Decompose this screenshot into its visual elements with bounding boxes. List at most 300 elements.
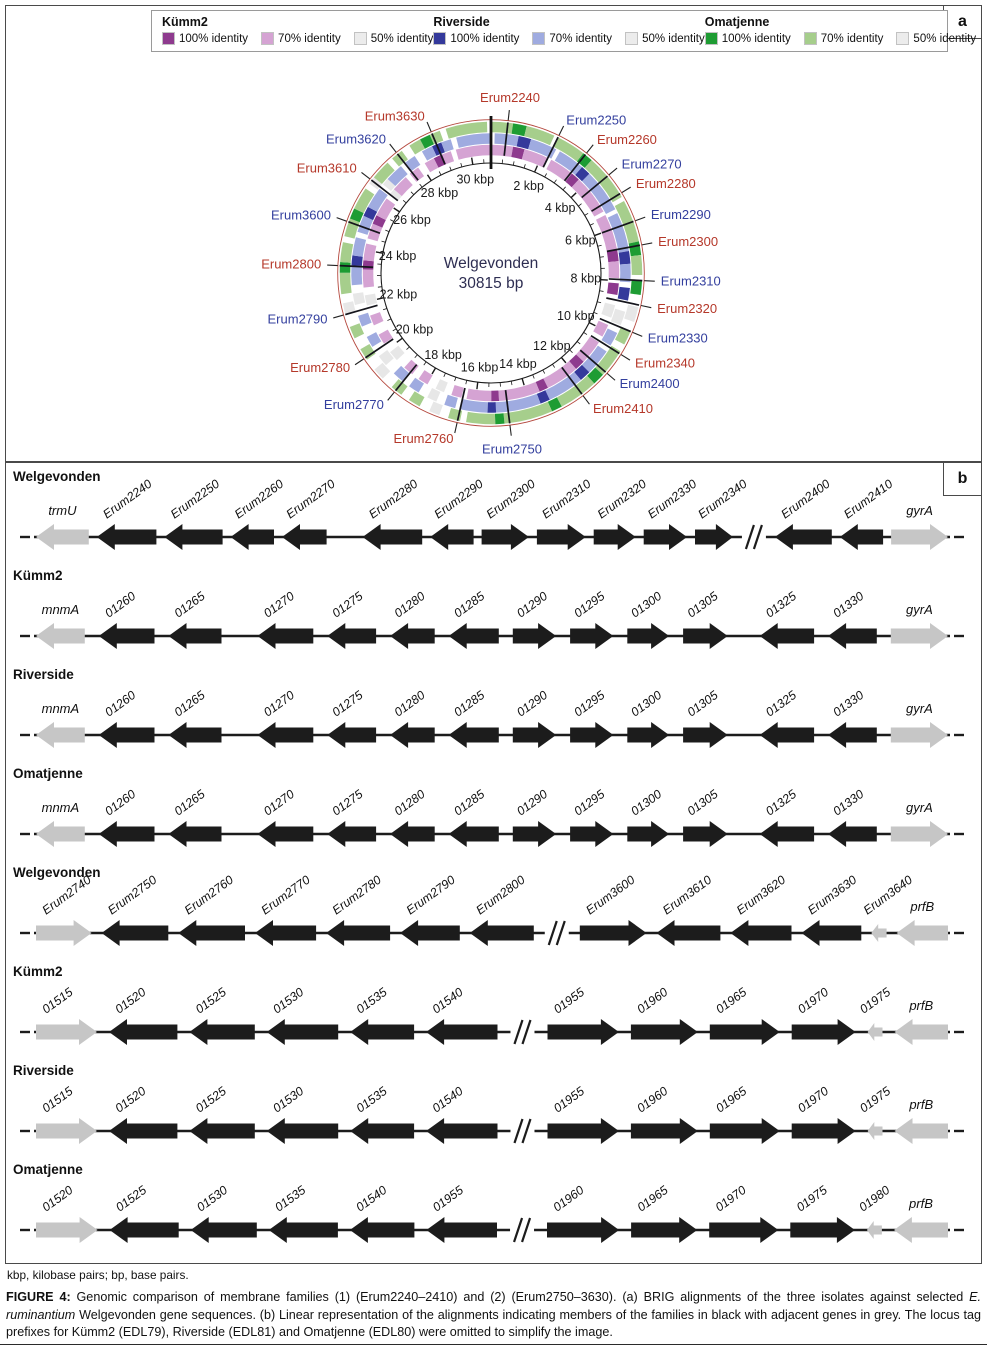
scale-minor-tick [585, 213, 588, 215]
gene-label: 01520 [39, 1182, 76, 1215]
ring-segment-Riverside [616, 310, 620, 323]
gene-track-Kümm2 [6, 960, 981, 1059]
gene-label: Erum2790 [267, 311, 328, 327]
ring-segment-Riverside [624, 252, 625, 264]
ring-segment-Riverside [397, 370, 405, 377]
identity-color-swatch [705, 32, 718, 45]
gene-arrow-family [449, 722, 499, 748]
gene-label: 01270 [261, 786, 297, 819]
gene-arrow-family [189, 1019, 254, 1045]
ring-segment-Riverside [387, 183, 391, 188]
gene-arrow-adjacent [897, 920, 948, 946]
legend-swatch-label: 50% identity [370, 32, 434, 45]
gene-label: gyrA [906, 800, 933, 815]
gene-arrow-family [390, 821, 435, 847]
gene-arrow-family [269, 1217, 338, 1243]
gene-label: Erum2410 [593, 400, 654, 416]
scale-label: 20 kbp [395, 322, 434, 337]
legend-swatch-label: 70% identity [549, 32, 613, 45]
gene-arrow-family [792, 1019, 856, 1045]
gene-arrow-family [363, 524, 423, 550]
gene-arrow-family [570, 821, 613, 847]
gene-label-leader [622, 187, 631, 192]
identity-color-swatch [896, 32, 909, 45]
ring-segment-Kümm2 [375, 314, 379, 323]
ring-segment-Riverside [539, 395, 548, 399]
legend-swatch [433, 32, 519, 45]
gene-label: Erum2240 [480, 90, 541, 106]
ring-segment-Kümm2 [368, 261, 369, 270]
gene-label: 01305 [684, 786, 721, 819]
gene-arrow-family [178, 920, 245, 946]
scale-label: 28 kbp [420, 186, 459, 201]
gene-label: 01535 [353, 984, 390, 1017]
gene-label: Erum2760 [181, 872, 236, 918]
ring-segment-Riverside [409, 160, 418, 166]
gene-label: 01330 [830, 786, 867, 819]
gene-arrow-family [109, 1118, 177, 1144]
gene-arrow-family [282, 524, 327, 550]
gene-label-leader [609, 168, 617, 175]
scale-minor-tick [513, 161, 514, 165]
gene-arrow-adjacent [36, 1019, 97, 1045]
legend-group-name: Riverside [433, 15, 490, 29]
ring-segment-Omatjenne [620, 329, 626, 342]
gene-arrow-family [169, 821, 222, 847]
gene-arrow-family [110, 1217, 179, 1243]
ring-segment-Omatjenne [512, 129, 525, 132]
gene-label: gyrA [906, 602, 933, 617]
ring-segment-Omatjenne [636, 256, 637, 275]
gene-label: 01290 [514, 687, 551, 720]
gene-label-leader [337, 218, 347, 222]
brig-circular-plot [6, 6, 981, 460]
gene-arrow-family [760, 722, 814, 748]
scale-major-tick [472, 158, 473, 165]
scale-label: 22 kbp [379, 287, 418, 302]
gene-track-Omatjenne [6, 762, 981, 861]
track-name: Omatjenne [13, 766, 83, 781]
scale-label: 12 kbp [533, 338, 571, 353]
panel-a-label: a [943, 6, 981, 39]
ring-segment-Riverside [425, 151, 435, 156]
gene-arrow-family [631, 1118, 698, 1144]
gene-label: Erum2260 [596, 132, 657, 148]
ring-segment-Omatjenne [550, 402, 559, 407]
gene-label: 01330 [830, 588, 867, 621]
ring-segment-Kümm2 [368, 270, 369, 288]
ring-segment-Riverside [430, 393, 439, 397]
ring-segment-Riverside [412, 382, 421, 388]
gene-label-leader [641, 305, 651, 307]
gene-label: Erum3630 [364, 108, 425, 124]
scale-minor-tick [403, 200, 406, 203]
gene-label: 01540 [429, 984, 466, 1017]
legend-group [162, 15, 433, 45]
gene-label: prfB [909, 998, 934, 1013]
scale-label: 30 kbp [456, 172, 495, 187]
gene-arrow-adjacent [867, 1221, 882, 1239]
legend-swatch-row [705, 32, 976, 45]
ring-segment-Riverside [358, 293, 360, 304]
gene-label-leader [607, 373, 615, 380]
scale-minor-tick [563, 187, 566, 190]
gene-arrow-family [710, 1118, 780, 1144]
gene-label: 01970 [795, 1083, 832, 1116]
ring-segment-Riverside [578, 369, 586, 376]
gene-label: Erum3610 [296, 160, 357, 176]
gene-label: 01960 [550, 1182, 587, 1215]
gene-label: gyrA [906, 701, 933, 716]
gene-label: 01525 [113, 1182, 150, 1215]
gene-label: mnmA [41, 602, 80, 617]
legend-swatch [261, 32, 341, 45]
gene-arrow-adjacent [891, 524, 948, 550]
ring-segment-Omatjenne [495, 418, 504, 419]
identity-color-swatch [804, 32, 817, 45]
legend-swatch [705, 32, 791, 45]
ring-segment-Omatjenne [355, 211, 359, 221]
gene-label: 01295 [571, 786, 608, 819]
gene-label: 01525 [192, 1083, 229, 1116]
scale-minor-tick [578, 204, 581, 206]
scale-major-tick [522, 379, 524, 386]
scale-minor-tick [407, 347, 410, 350]
gene-tracks [6, 465, 981, 1257]
gene-label: 01530 [194, 1182, 231, 1215]
gene-arrow-family [513, 623, 556, 649]
scale-major-tick [432, 368, 436, 374]
gene-label: mnmA [41, 800, 80, 815]
gene-arrow-family [482, 524, 529, 550]
gene-label: 01955 [551, 1083, 587, 1116]
gene-label: Erum2300 [658, 233, 719, 249]
legend-group-name: Kümm2 [162, 15, 208, 29]
gene-label: 01515 [39, 984, 76, 1017]
scale-minor-tick [584, 332, 587, 334]
track-name: Omatjenne [13, 1162, 83, 1177]
gene-arrow-family [327, 623, 376, 649]
gene-arrow-family [657, 920, 721, 946]
ring-segment-Riverside [383, 353, 390, 362]
gene-arrow-family [537, 524, 586, 550]
ring-segment-Kümm2 [453, 390, 463, 393]
identity-legend [151, 10, 977, 52]
gene-label: 01265 [171, 687, 208, 720]
ring-segment-Kümm2 [427, 163, 436, 168]
gene-label: 01975 [857, 984, 894, 1017]
gene-arrow-family [683, 821, 728, 847]
gene-label: 01305 [684, 588, 721, 621]
scale-minor-tick [598, 245, 602, 246]
legend-swatch [896, 32, 976, 45]
ring-segment-Kümm2 [523, 154, 545, 162]
caption-segment-2: Welgevonden gene sequences. (b) Linear representation of the alignments indicating members of the families in black with adjacent genes in grey. The locus tag prefixes for Kümm2 (EDL79), Riverside (EDL81) and Omatjenne (EDL80) were omitted to simplify the image. [6, 1307, 981, 1340]
ring-segment-Kümm2 [538, 383, 546, 387]
gene-label: 01295 [571, 687, 608, 720]
gene-arrow-family [627, 623, 669, 649]
ring-segment-Riverside [606, 331, 613, 343]
gene-label: 01265 [171, 786, 208, 819]
gene-label: 01325 [763, 588, 799, 621]
gene-label: mnmA [41, 701, 80, 716]
gene-label: Erum2760 [393, 430, 454, 446]
gene-arrow-family [683, 722, 728, 748]
gene-arrow-family [790, 1217, 855, 1243]
ring-segment-Kümm2 [457, 150, 491, 155]
identity-color-swatch [162, 32, 175, 45]
gene-arrow-family [513, 722, 556, 748]
gene-label-leader [390, 144, 396, 152]
gene-track-Welgevonden [6, 465, 981, 564]
gene-label: Erum2270 [283, 476, 338, 522]
gene-arrow-adjacent [36, 623, 85, 649]
gene-label: 01300 [628, 786, 665, 819]
track-name: Riverside [13, 667, 74, 682]
gene-label-leader [508, 110, 509, 120]
ring-segment-Omatjenne [447, 127, 487, 134]
ring-segment-Kümm2 [612, 250, 614, 261]
gene-arrow-family [426, 1118, 497, 1144]
gene-arrow-adjacent [891, 623, 948, 649]
gene-label: 01280 [391, 588, 428, 621]
gene-arrow-family [97, 524, 157, 550]
scale-label: 6 kbp [565, 233, 596, 248]
ring-segment-Omatjenne [591, 371, 599, 379]
gene-arrow-family [760, 821, 814, 847]
gene-arrow-family [449, 821, 499, 847]
gene-label: 01975 [793, 1182, 830, 1215]
gene-label: Erum3620 [733, 872, 789, 918]
gene-label: 01520 [112, 984, 149, 1017]
caption-segment-1: Genomic comparison of membrane families (1) (Erum2240–2410) and (2) (Erum2750–3630). (a) BRIG alignments of the three isolates against selected [76, 1290, 964, 1304]
gene-arrow-adjacent [895, 1118, 949, 1144]
gene-label: Erum2750 [105, 872, 160, 918]
ring-segment-Kümm2 [394, 193, 398, 198]
scale-major-tick [477, 382, 478, 389]
gene-arrow-family [792, 1118, 856, 1144]
gene-label: 01275 [329, 687, 366, 720]
ring-segment-Omatjenne [412, 396, 422, 402]
gene-label: 01540 [353, 1182, 390, 1215]
gene-arrow-family [710, 1019, 780, 1045]
gene-label: Erum2340 [695, 476, 750, 522]
gene-arrow-family [390, 623, 435, 649]
gene-track-Welgevonden [6, 861, 981, 960]
gene-label: Erum2280 [635, 175, 696, 191]
ring-segment-Kümm2 [613, 262, 614, 278]
gene-label: Erum2280 [366, 476, 421, 522]
scale-major-tick [571, 193, 576, 198]
ring-segment-Riverside [457, 139, 491, 143]
scale-minor-tick [545, 173, 547, 176]
gene-arrow-adjacent [36, 920, 92, 946]
gene-arrow-family [390, 722, 435, 748]
gene-arrow-family [267, 1118, 338, 1144]
ring-segment-Kümm2 [369, 245, 372, 261]
gene-arrow-family [255, 920, 316, 946]
ring-segment-Kümm2 [398, 181, 409, 193]
scale-label: 26 kbp [393, 213, 431, 228]
gene-arrow-family [426, 1019, 497, 1045]
scale-label: 10 kbp [557, 308, 595, 323]
gene-arrow-family [513, 821, 556, 847]
figure-number-label: FIGURE 4: [6, 1290, 71, 1304]
ring-segment-Kümm2 [438, 384, 446, 388]
gene-label: Erum2270 [621, 156, 682, 172]
gene-arrow-family [231, 524, 274, 550]
legend-swatch [354, 32, 434, 45]
gene-label: 01285 [451, 786, 488, 819]
ring-segment-Omatjenne [635, 281, 636, 294]
scale-label: 18 kbp [424, 348, 462, 363]
ring-segment-Omatjenne [423, 140, 432, 145]
gene-arrow-family [449, 623, 499, 649]
gene-label: 01290 [514, 588, 551, 621]
gene-arrow-family [191, 1217, 257, 1243]
gene-label: 01280 [391, 786, 428, 819]
ring-segment-Omatjenne [467, 417, 495, 419]
identity-color-swatch [354, 32, 367, 45]
ring-segment-Omatjenne [629, 306, 633, 320]
ring-segment-Kümm2 [569, 178, 576, 184]
gene-label: Erum3620 [326, 131, 387, 147]
caption-species-italic: E. ruminantium [6, 1290, 982, 1322]
scale-label: 24 kbp [378, 248, 417, 263]
gene-label: 01275 [329, 588, 366, 621]
scale-label: 2 kbp [513, 178, 544, 193]
scale-major-tick [394, 208, 400, 212]
gene-label: 01965 [713, 984, 750, 1017]
gene-label: 01960 [634, 1083, 671, 1116]
gene-label: 01260 [102, 687, 139, 720]
legend-grid [162, 15, 977, 45]
ring-segment-Omatjenne [634, 242, 636, 255]
gene-arrow-family [547, 1217, 619, 1243]
ring-segment-Kümm2 [573, 358, 580, 365]
gene-label-leader [559, 126, 564, 135]
ring-segment-Kümm2 [377, 218, 381, 226]
gene-arrow-family [631, 1019, 698, 1045]
gene-arrow-family [570, 722, 613, 748]
gene-label: Erum2260 [231, 476, 287, 522]
gene-arrow-family [828, 722, 877, 748]
scale-minor-tick [533, 375, 535, 379]
gene-arrow-family [730, 920, 791, 946]
gene-label: 01535 [353, 1083, 390, 1116]
bottom-rule [0, 1344, 987, 1345]
scale-minor-tick [387, 319, 391, 321]
gene-arrow-family [548, 1019, 619, 1045]
gene-label-leader [510, 425, 511, 435]
gene-label: gyrA [906, 503, 933, 518]
legend-swatch [162, 32, 248, 45]
gene-arrow-family [99, 623, 155, 649]
gene-label: 01525 [192, 984, 229, 1017]
ring-segment-Kümm2 [606, 304, 610, 316]
gene-label: Erum2800 [261, 256, 322, 272]
ring-segment-Riverside [462, 404, 488, 407]
gene-label-leader [388, 392, 395, 400]
scale-minor-tick [597, 302, 601, 303]
gene-label: Erum2770 [323, 397, 384, 413]
legend-swatch-label: 70% identity [820, 32, 884, 45]
ring-segment-Kümm2 [422, 375, 431, 380]
gene-label-leader [633, 332, 643, 336]
gene-arrow-family [350, 1118, 414, 1144]
gene-arrow-family [326, 920, 390, 946]
gene-label: 01530 [270, 1083, 307, 1116]
gene-arrow-family [327, 821, 376, 847]
gene-arrow-family [594, 524, 636, 550]
gene-arrow-adjacent [871, 924, 886, 942]
ring-segment-Kümm2 [612, 283, 613, 294]
gene-arrow-family [709, 1217, 778, 1243]
gene-arrow-family [430, 524, 473, 550]
gene-arrow-family [840, 524, 883, 550]
gene-label: Erum2400 [619, 376, 680, 392]
ring-segment-Riverside [623, 287, 625, 299]
gene-label: Erum2780 [329, 872, 384, 918]
gene-label: 01265 [171, 588, 208, 621]
gene-label: Erum2290 [650, 207, 711, 223]
scale-minor-tick [554, 180, 556, 183]
gene-label: Erum2300 [483, 476, 538, 522]
gene-label-leader [355, 359, 364, 365]
gene-label: Erum2330 [647, 330, 708, 346]
legend-swatch-label: 70% identity [278, 32, 341, 45]
gene-label: 01280 [391, 687, 428, 720]
ring-segment-Riverside [368, 209, 372, 218]
gene-arrow-adjacent [36, 722, 85, 748]
gene-arrow-adjacent [36, 1217, 98, 1243]
scale-minor-tick [450, 167, 451, 171]
gene-arrow-adjacent [36, 821, 85, 847]
gene-track-Riverside [6, 1059, 981, 1158]
gene-label-leader [587, 145, 594, 153]
ring-segment-Riverside [443, 144, 452, 147]
gene-arrow-family [109, 1019, 177, 1045]
gene-label-leader [333, 315, 343, 318]
track-name: Kümm2 [13, 568, 63, 583]
legend-swatch-label: 50% identity [913, 32, 977, 45]
scale-minor-tick [524, 164, 525, 168]
gene-label: 01260 [102, 786, 139, 819]
gene-label: 01540 [429, 1083, 466, 1116]
legend-swatch [532, 32, 612, 45]
gene-label: Erum2400 [778, 476, 833, 522]
gene-arrow-adjacent [868, 1122, 883, 1140]
gene-arrow-family [400, 920, 460, 946]
gene-label: Erum2780 [290, 360, 351, 376]
gene-label-leader [635, 217, 645, 221]
scale-label: 8 kbp [570, 271, 602, 286]
track-name: Welgevonden [13, 469, 101, 484]
gene-label: Erum2250 [167, 476, 223, 522]
ring-segment-Omatjenne [412, 144, 422, 150]
scale-minor-tick [444, 373, 446, 377]
track-name: Riverside [13, 1063, 74, 1078]
panel-a-brig [5, 5, 982, 462]
gene-arrow-adjacent [894, 1217, 948, 1243]
gene-arrow-family [267, 1019, 338, 1045]
gene-label: 01290 [514, 786, 551, 819]
ring-segment-Kümm2 [383, 332, 388, 341]
ring-segment-Riverside [579, 171, 586, 178]
gene-arrow-family [627, 722, 669, 748]
gene-label: 01955 [429, 1182, 466, 1215]
gene-label: Erum2750 [482, 441, 542, 457]
